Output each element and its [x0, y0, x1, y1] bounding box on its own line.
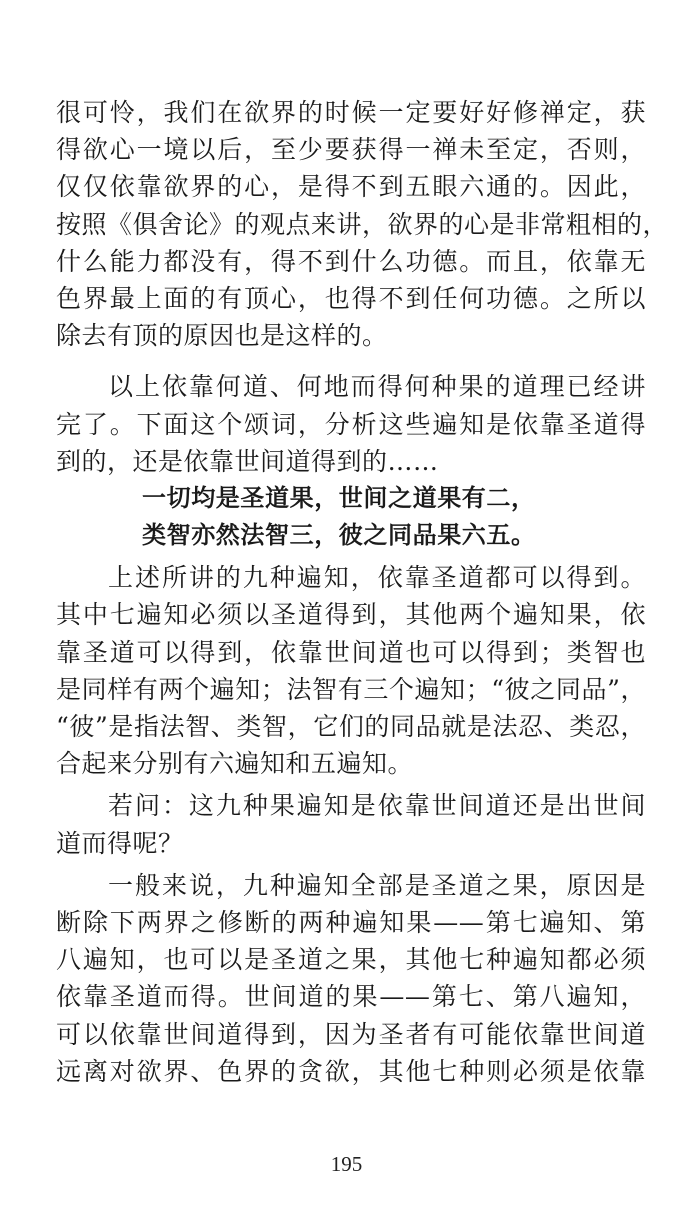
- text-line: 依靠圣道而得。世间道的果——第七、第八遍知，: [56, 982, 646, 1012]
- text-line: 按照《俱舍论》的观点来讲，欲界的心是非常粗相的，: [56, 209, 669, 239]
- verse-line: 类智亦然法智三，彼之同品果六五。: [142, 521, 536, 550]
- paragraph-4: [56, 787, 646, 861]
- text-line: 得欲心一境以后，至少要获得一禅未至定，否则，: [56, 135, 646, 165]
- paragraph-3: [56, 559, 646, 782]
- text-line: 什么能力都没有，得不到什么功德。而且，依靠无: [56, 246, 646, 276]
- text-line: 到的，还是依靠世间道得到的……: [56, 446, 439, 476]
- text-line: 道而得呢？: [56, 828, 184, 858]
- page-number: 195: [330, 1152, 363, 1176]
- text-line: 其中七遍知必须以圣道得到，其他两个遍知果，依: [56, 600, 646, 630]
- text-line: 以上依靠何道、何地而得何种果的道理已经讲: [108, 372, 646, 402]
- page-body: [56, 94, 669, 1090]
- text-line: 色界最上面的有顶心，也得不到任何功德。之所以: [56, 283, 646, 313]
- text-line: 是同样有两个遍知；法智有三个遍知；“彼之同品”，: [56, 674, 646, 704]
- verse: [56, 480, 646, 554]
- paragraph-5: [56, 867, 646, 1090]
- text-line: 很可怜，我们在欲界的时候一定要好好修禅定，获: [56, 98, 646, 127]
- text-line: 完了。下面这个颂词，分析这些遍知是依靠圣道得: [56, 409, 646, 439]
- text-line: 远离对欲界、色界的贪欲，其他七种则必须是依靠: [56, 1056, 646, 1086]
- text-line: “彼”是指法智、类智，它们的同品就是法忍、类忍，: [56, 712, 646, 741]
- text-line: 仅仅依靠欲界的心，是得不到五眼六通的。因此，: [56, 172, 646, 202]
- paragraph-1: [56, 94, 669, 354]
- text-line: 可以依靠世间道得到，因为圣者有可能依靠世间道: [56, 1019, 646, 1049]
- text-line: 除去有顶的原因也是这样的。: [56, 321, 388, 351]
- verse-line: 一切均是圣道果，世间之道果有二，: [142, 483, 536, 512]
- text-line: 若问：这九种果遍知是依靠世间道还是出世间: [108, 791, 646, 821]
- text-line: 靠圣道可以得到，依靠世间道也可以得到；类智也: [56, 637, 646, 667]
- text-line: 八遍知，也可以是圣道之果，其他七种遍知都必须: [56, 945, 646, 975]
- text-line: 上述所讲的九种遍知，依靠圣道都可以得到。: [108, 563, 646, 593]
- paragraph-2: [56, 368, 646, 480]
- text-line: 合起来分别有六遍知和五遍知。: [56, 749, 414, 779]
- text-line: 断除下两界之修断的两种遍知果——第七遍知、第: [56, 907, 646, 937]
- text-line: 一般来说，九种遍知全部是圣道之果，原因是: [108, 870, 646, 900]
